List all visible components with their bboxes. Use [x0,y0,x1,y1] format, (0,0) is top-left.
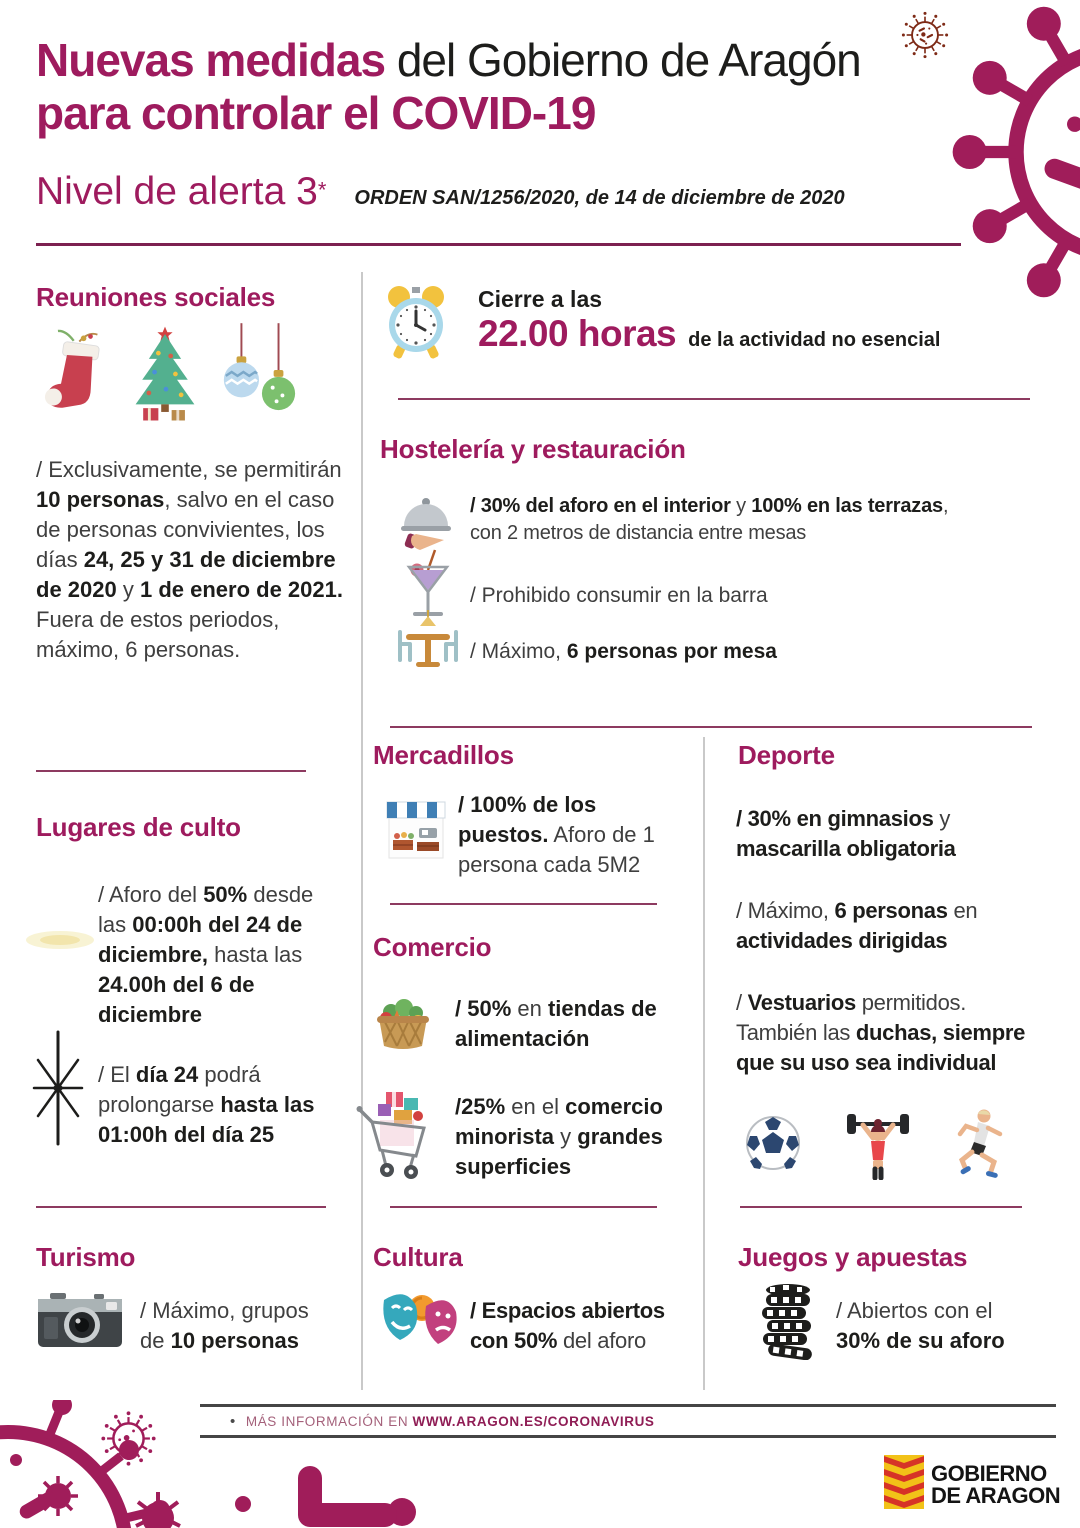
closure-block [478,286,940,355]
logo-line2: DE ARAGON [931,1482,1061,1508]
culto-item [98,880,313,1030]
reuniones-body: / Exclusivamente, se permitirán 10 personas, salvo en el caso de personas convivientes, los días 24, 25 y 31 de diciembre de 2020 y 1 de enero de 2021. Fuera de estos periodos, máximo, 6 personas. [36,457,343,662]
hosteleria-item [470,493,948,547]
theater-masks-icon [376,1282,466,1352]
cultura-item [470,1296,665,1356]
text-line: / 50% en tiendas de [455,996,657,1021]
section-rule [390,726,1032,728]
header-rule [36,243,961,246]
camera-icon [36,1283,124,1351]
text-line: prolongarse hasta las [98,1092,315,1117]
text-line: / Abiertos con el [836,1298,993,1323]
table-chairs-icon [394,610,462,672]
text-line: 30% de su aforo [836,1328,1005,1353]
section-rule [36,770,306,772]
section-title-deporte: Deporte [738,740,835,770]
section-title-comercio: Comercio [373,932,492,962]
text-line: / Prohibido consumir en la barra [470,584,768,607]
text-line: / El día 24 podrá [98,1062,261,1087]
section-title-culto: Lugares de culto [36,812,241,842]
alert-asterisk: * [317,177,327,203]
turismo-item [140,1296,309,1356]
culto-item [98,1060,314,1150]
text-line: 24.00h del 6 de [98,972,255,997]
footer-info-url: WWW.ARAGON.ES/CORONAVIRUS [412,1414,655,1429]
column-divider [361,272,363,1390]
deporte-item [736,896,977,956]
footer-info-label: MÁS INFORMACIÓN EN [245,1414,413,1429]
bethlehem-star-icon [22,1028,94,1148]
section-rule [36,1206,326,1208]
text-line: / Vestuarios permitidos. [736,990,967,1015]
shopping-cart-icon [356,1086,440,1180]
text-line: / Aforo del 50% desde [98,882,314,907]
serving-dish-icon [398,490,454,554]
section-title-reuniones: Reuniones sociales [36,282,276,312]
order-reference: ORDEN SAN/1256/2020, de 14 de diciembre de 2020 [354,187,845,209]
section-rule [390,903,657,905]
virus-icon [948,0,1080,322]
section-rule [740,1206,1022,1208]
closure-line [478,313,940,355]
text-line: mascarilla obligatoria [736,836,956,861]
hosteleria-item [470,637,777,666]
text-line: que su uso sea individual [736,1050,997,1075]
section-title-juegos: Juegos y apuestas [738,1242,968,1272]
text-line: diciembre, hasta las [98,942,303,967]
section-title-mercadillos: Mercadillos [373,740,514,770]
text-line: con 50% del aforo [470,1328,646,1353]
soccer-ball-icon [744,1114,802,1172]
mercadillos-item [458,790,655,880]
text-line: puestos. Aforo de 1 [458,822,655,847]
juegos-item [836,1296,1005,1356]
text-line: /25% en el comercio [455,1094,663,1119]
section-rule [398,398,1030,400]
text-line: alimentación [455,1026,590,1051]
market-stall-icon [383,798,449,864]
text-line: diciembre [98,1002,202,1027]
logo-line1: GOBIERNO [931,1460,1047,1486]
text-line: con 2 metros de distancia entre mesas [470,522,807,544]
page-title: Nuevas medidas del Gobierno de Aragón para controlar el COVID-19 [36,34,861,140]
column-divider [703,737,705,1390]
logo-text [931,1460,1061,1508]
runner-icon [948,1106,1008,1180]
text-line: / 30% del aforo en el interior y 100% en las terrazas, [470,495,949,517]
text-line: / 30% en gimnasios y [736,806,951,831]
closure-time: 22.00 horas [478,313,677,354]
text-line: / Máximo, 6 personas en [736,898,978,923]
deporte-item [736,804,956,864]
christmas-tree-icon [128,322,202,426]
gobierno-de-aragon-logo [884,1455,1060,1514]
text-line: / Máximo, grupos [140,1298,309,1323]
text-line: / Máximo, 6 personas por mesa [470,640,777,663]
text-line: actividades dirigidas [736,928,948,953]
ornaments-icon [218,322,300,422]
section-title-hosteleria: Hostelería y restauración [380,434,686,464]
deporte-item [736,988,1025,1078]
candle-glow-icon [22,918,98,962]
virus-icon [898,8,952,62]
alert-level-row [36,170,845,214]
text-line: las 00:00h del 24 de [98,912,303,937]
text-line: También las duchas, siempre [736,1020,1026,1045]
text-line: de 10 personas [140,1328,299,1353]
closure-prefix: Cierre a las [478,286,603,312]
section-title-turismo: Turismo [36,1242,136,1272]
aragon-flag-icon [884,1455,924,1514]
alarm-clock-icon [383,281,449,361]
text-line: 01:00h del día 25 [98,1122,275,1147]
footer-bullet: • [230,1413,236,1430]
grocery-basket-icon [371,984,435,1052]
comercio-item [455,1092,663,1182]
section-rule [390,1206,657,1208]
hosteleria-item [470,581,768,610]
text-line: persona cada 5M2 [458,852,641,877]
text-line: / Espacios abiertos [470,1298,665,1323]
text-line: superficies [455,1154,572,1179]
weightlifter-icon [845,1108,911,1180]
text-line: / 100% de los [458,792,597,817]
poker-chips-icon [752,1280,820,1360]
virus-icon [0,1400,440,1528]
comercio-item [455,994,657,1054]
christmas-stocking-icon [40,325,106,425]
text-line: minorista y grandes [455,1124,663,1149]
closure-suffix: de la actividad no esencial [688,329,941,351]
section-title-cultura: Cultura [373,1242,463,1272]
alert-level: Nivel de alerta 3* [36,170,327,213]
